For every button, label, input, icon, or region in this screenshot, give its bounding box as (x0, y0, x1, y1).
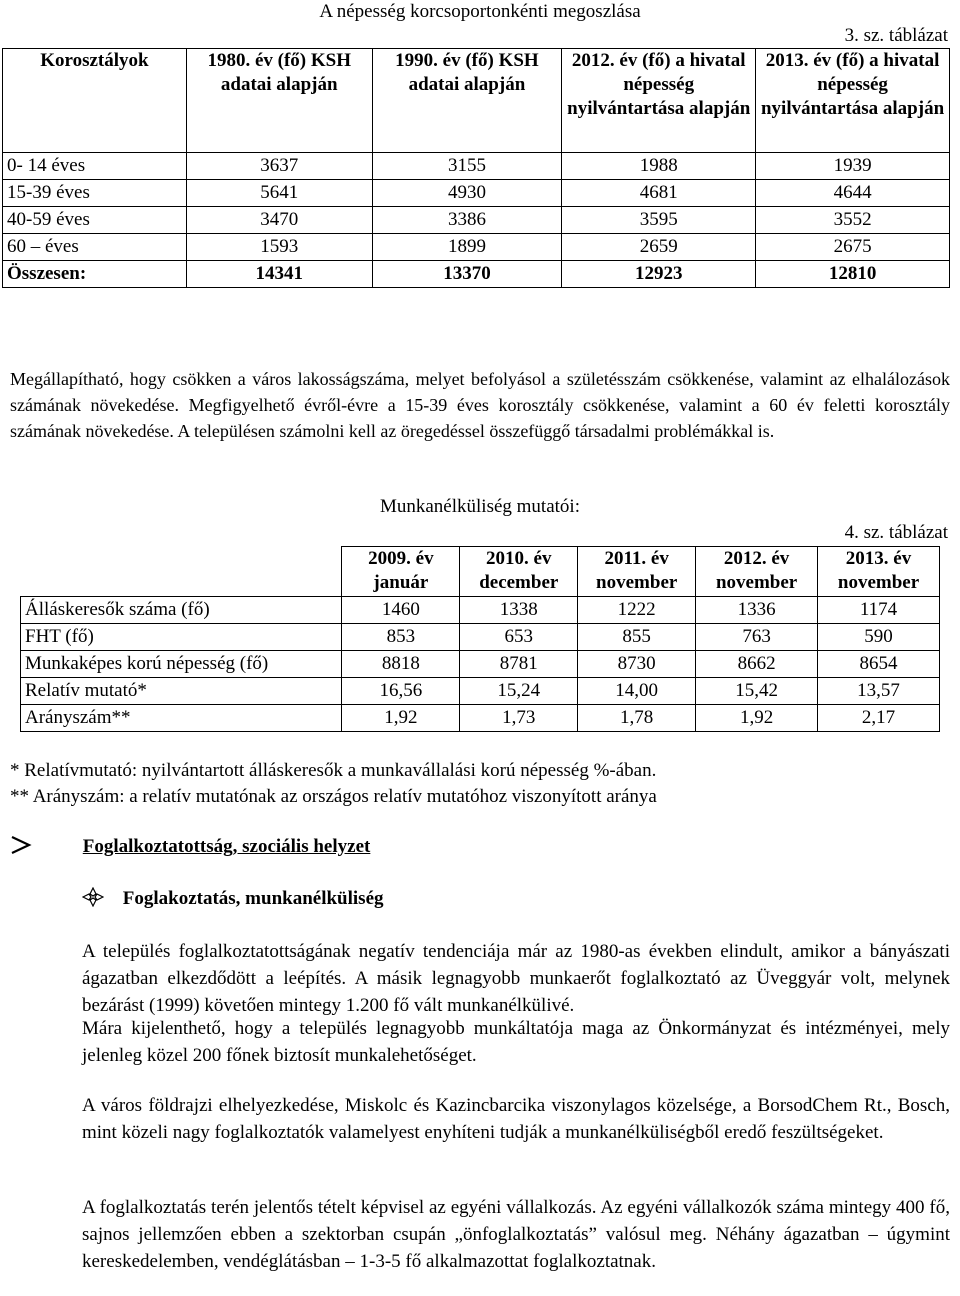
col-header: 2012. év (fő) a hivatal népesség nyilvántartása alapján (562, 49, 756, 153)
table-cell: 1,92 (342, 705, 460, 732)
paragraph-employment-3: A város földrajzi elhelyezkedése, Miskolc és Kazincbarcika viszonylagos közelsége, a BorsodChem Rt., Bosch, mint közeli nagy foglalkoztatók valamelyest enyhíteni tudják a munkanélküliségből eredő feszültségeket. (82, 1095, 950, 1143)
table-cell: 15,42 (696, 678, 818, 705)
table-row (21, 651, 940, 678)
table-row (21, 705, 940, 732)
population-table (2, 48, 950, 288)
table-cell: 2659 (562, 234, 756, 261)
table-cell: 3595 (562, 207, 756, 234)
col-header: 2009. év január (342, 547, 460, 597)
table-cell: 1988 (562, 153, 756, 180)
table-cell: 14341 (186, 261, 372, 288)
table-cell: 1174 (818, 597, 940, 624)
table-cell: 13370 (372, 261, 562, 288)
table-cell: 763 (696, 624, 818, 651)
table-header-row (21, 547, 940, 597)
paragraph-population: Megállapítható, hogy csökken a város lakosságszáma, melyet befolyásol a születésszám csökkenése, valamint az elhalálozások számának növekedése. Megfigyelhető évről-évre a 15-39 éves korosztály csökkenése, valamint a 60 év feletti korosztály számának növekedése. A településen számolni kell az öregedéssel összefüggő társadalmi problémákkal is. (10, 369, 950, 441)
table-cell: 3470 (186, 207, 372, 234)
table-cell: 653 (460, 624, 578, 651)
heading-text: Foglakoztatás, munkanélküliség (122, 888, 384, 909)
table-cell: 13,57 (818, 678, 940, 705)
col-header: 2010. év december (460, 547, 578, 597)
table-row (3, 153, 950, 180)
table-cell: 2,17 (818, 705, 940, 732)
row-label: 0- 14 éves (3, 153, 187, 180)
row-label: Arányszám** (21, 705, 342, 732)
row-label: 15-39 éves (3, 180, 187, 207)
table-cell: 1,73 (460, 705, 578, 732)
col-header: Korosztályok (3, 49, 187, 153)
table-cell: 4930 (372, 180, 562, 207)
table-cell: 590 (818, 624, 940, 651)
heading-employment-unemployment (82, 886, 384, 912)
table-cell: 3552 (756, 207, 950, 234)
table-row (3, 207, 950, 234)
table-cell: 1222 (578, 597, 696, 624)
col-header: 2013. év november (818, 547, 940, 597)
table-cell: 8662 (696, 651, 818, 678)
table-row (21, 624, 940, 651)
footnote-relative: * Relatívmutató: nyilvántartott álláskeresők a munkavállalási korú népesség %-ában. (10, 760, 657, 781)
table-cell: 1939 (756, 153, 950, 180)
table-cell: 15,24 (460, 678, 578, 705)
row-label: 60 – éves (3, 234, 187, 261)
table-cell: 8730 (578, 651, 696, 678)
col-header: 2013. év (fő) a hivatal népesség nyilvántartása alapján (756, 49, 950, 153)
table-cell: 3637 (186, 153, 372, 180)
table-cell: 1338 (460, 597, 578, 624)
table-cell: 8781 (460, 651, 578, 678)
paragraph-employment-1: A település foglalkoztatottságának negatív tendenciája már az 1980-as években elindult, amikor a bányászati ágazatban elkezdődött a leépítés. A másik legnagyobb munkaerőt foglalkoztató az Üveggyár volt, melynek bezárást (1999) követően mintegy 1.200 fő vált munkanélkülivé. (82, 941, 950, 1016)
table-row (3, 234, 950, 261)
table-cell: 5641 (186, 180, 372, 207)
table-cell: 14,00 (578, 678, 696, 705)
table-cell: 1460 (342, 597, 460, 624)
table-cell: 12923 (562, 261, 756, 288)
col-header: 1990. év (fő) KSH adatai alapján (372, 49, 562, 153)
diamond-bullet-icon (82, 887, 104, 907)
paragraph-employment-4: A foglalkoztatás terén jelentős tételt képvisel az egyéni vállalkozás. Az egyéni vállalkozók száma mintegy 400 fő, sajnos jellemzően ebben a szektorban csupán „önfoglalkoztatás” valósul meg. Néhány ágazatban – úgymint kereskedelemben, vendéglátásban – 1-3-5 fő alkalmazottat foglalkoztatnak. (82, 1197, 950, 1272)
row-label: FHT (fő) (21, 624, 342, 651)
heading-text: Foglalkoztatottság, szociális helyzet (82, 836, 371, 857)
table-row (21, 597, 940, 624)
table-cell: 3386 (372, 207, 562, 234)
table-cell: 855 (578, 624, 696, 651)
col-header: 1980. év (fő) KSH adatai alapján (186, 49, 372, 153)
footnote-ratio: ** Arányszám: a relatív mutatónak az országos relatív mutatóhoz viszonyított aránya (10, 786, 657, 807)
row-label: Relatív mutató* (21, 678, 342, 705)
row-label: Munkaképes korú népesség (fő) (21, 651, 342, 678)
col-header: 2012. év november (696, 547, 818, 597)
table-header-row (3, 49, 950, 153)
table1-number: 3. sz. táblázat (844, 25, 948, 46)
row-label: 40-59 éves (3, 207, 187, 234)
table-cell: 8654 (818, 651, 940, 678)
arrow-bullet-icon (10, 835, 32, 855)
paragraph-employment-2: Mára kijelenthető, hogy a település legnagyobb munkáltatója maga az Önkormányzat és intézményei, mely jelenleg közel 200 főnek biztosít munkalehetőséget. (82, 1018, 950, 1066)
table-cell: 16,56 (342, 678, 460, 705)
table-cell: 1899 (372, 234, 562, 261)
table-row (3, 180, 950, 207)
table-cell: 4681 (562, 180, 756, 207)
col-header (21, 547, 342, 597)
col-header: 2011. év november (578, 547, 696, 597)
unemployment-table (20, 546, 940, 732)
table-cell: 12810 (756, 261, 950, 288)
table2-title: Munkanélküliség mutatói: (379, 496, 580, 517)
heading-employment-social (10, 834, 370, 860)
row-label: Álláskeresők száma (fő) (21, 597, 342, 624)
table-cell: 1,78 (578, 705, 696, 732)
table-cell: 8818 (342, 651, 460, 678)
table-cell: 3155 (372, 153, 562, 180)
table-cell: 4644 (756, 180, 950, 207)
row-label: Összesen: (3, 261, 187, 288)
table-cell: 853 (342, 624, 460, 651)
table-cell: 1593 (186, 234, 372, 261)
table2-number: 4. sz. táblázat (844, 522, 948, 543)
table-row (21, 678, 940, 705)
table-total-row (3, 261, 950, 288)
table-cell: 1336 (696, 597, 818, 624)
table-cell: 2675 (756, 234, 950, 261)
table1-title: A népesség korcsoportonkénti megoszlása (319, 1, 641, 22)
table-cell: 1,92 (696, 705, 818, 732)
